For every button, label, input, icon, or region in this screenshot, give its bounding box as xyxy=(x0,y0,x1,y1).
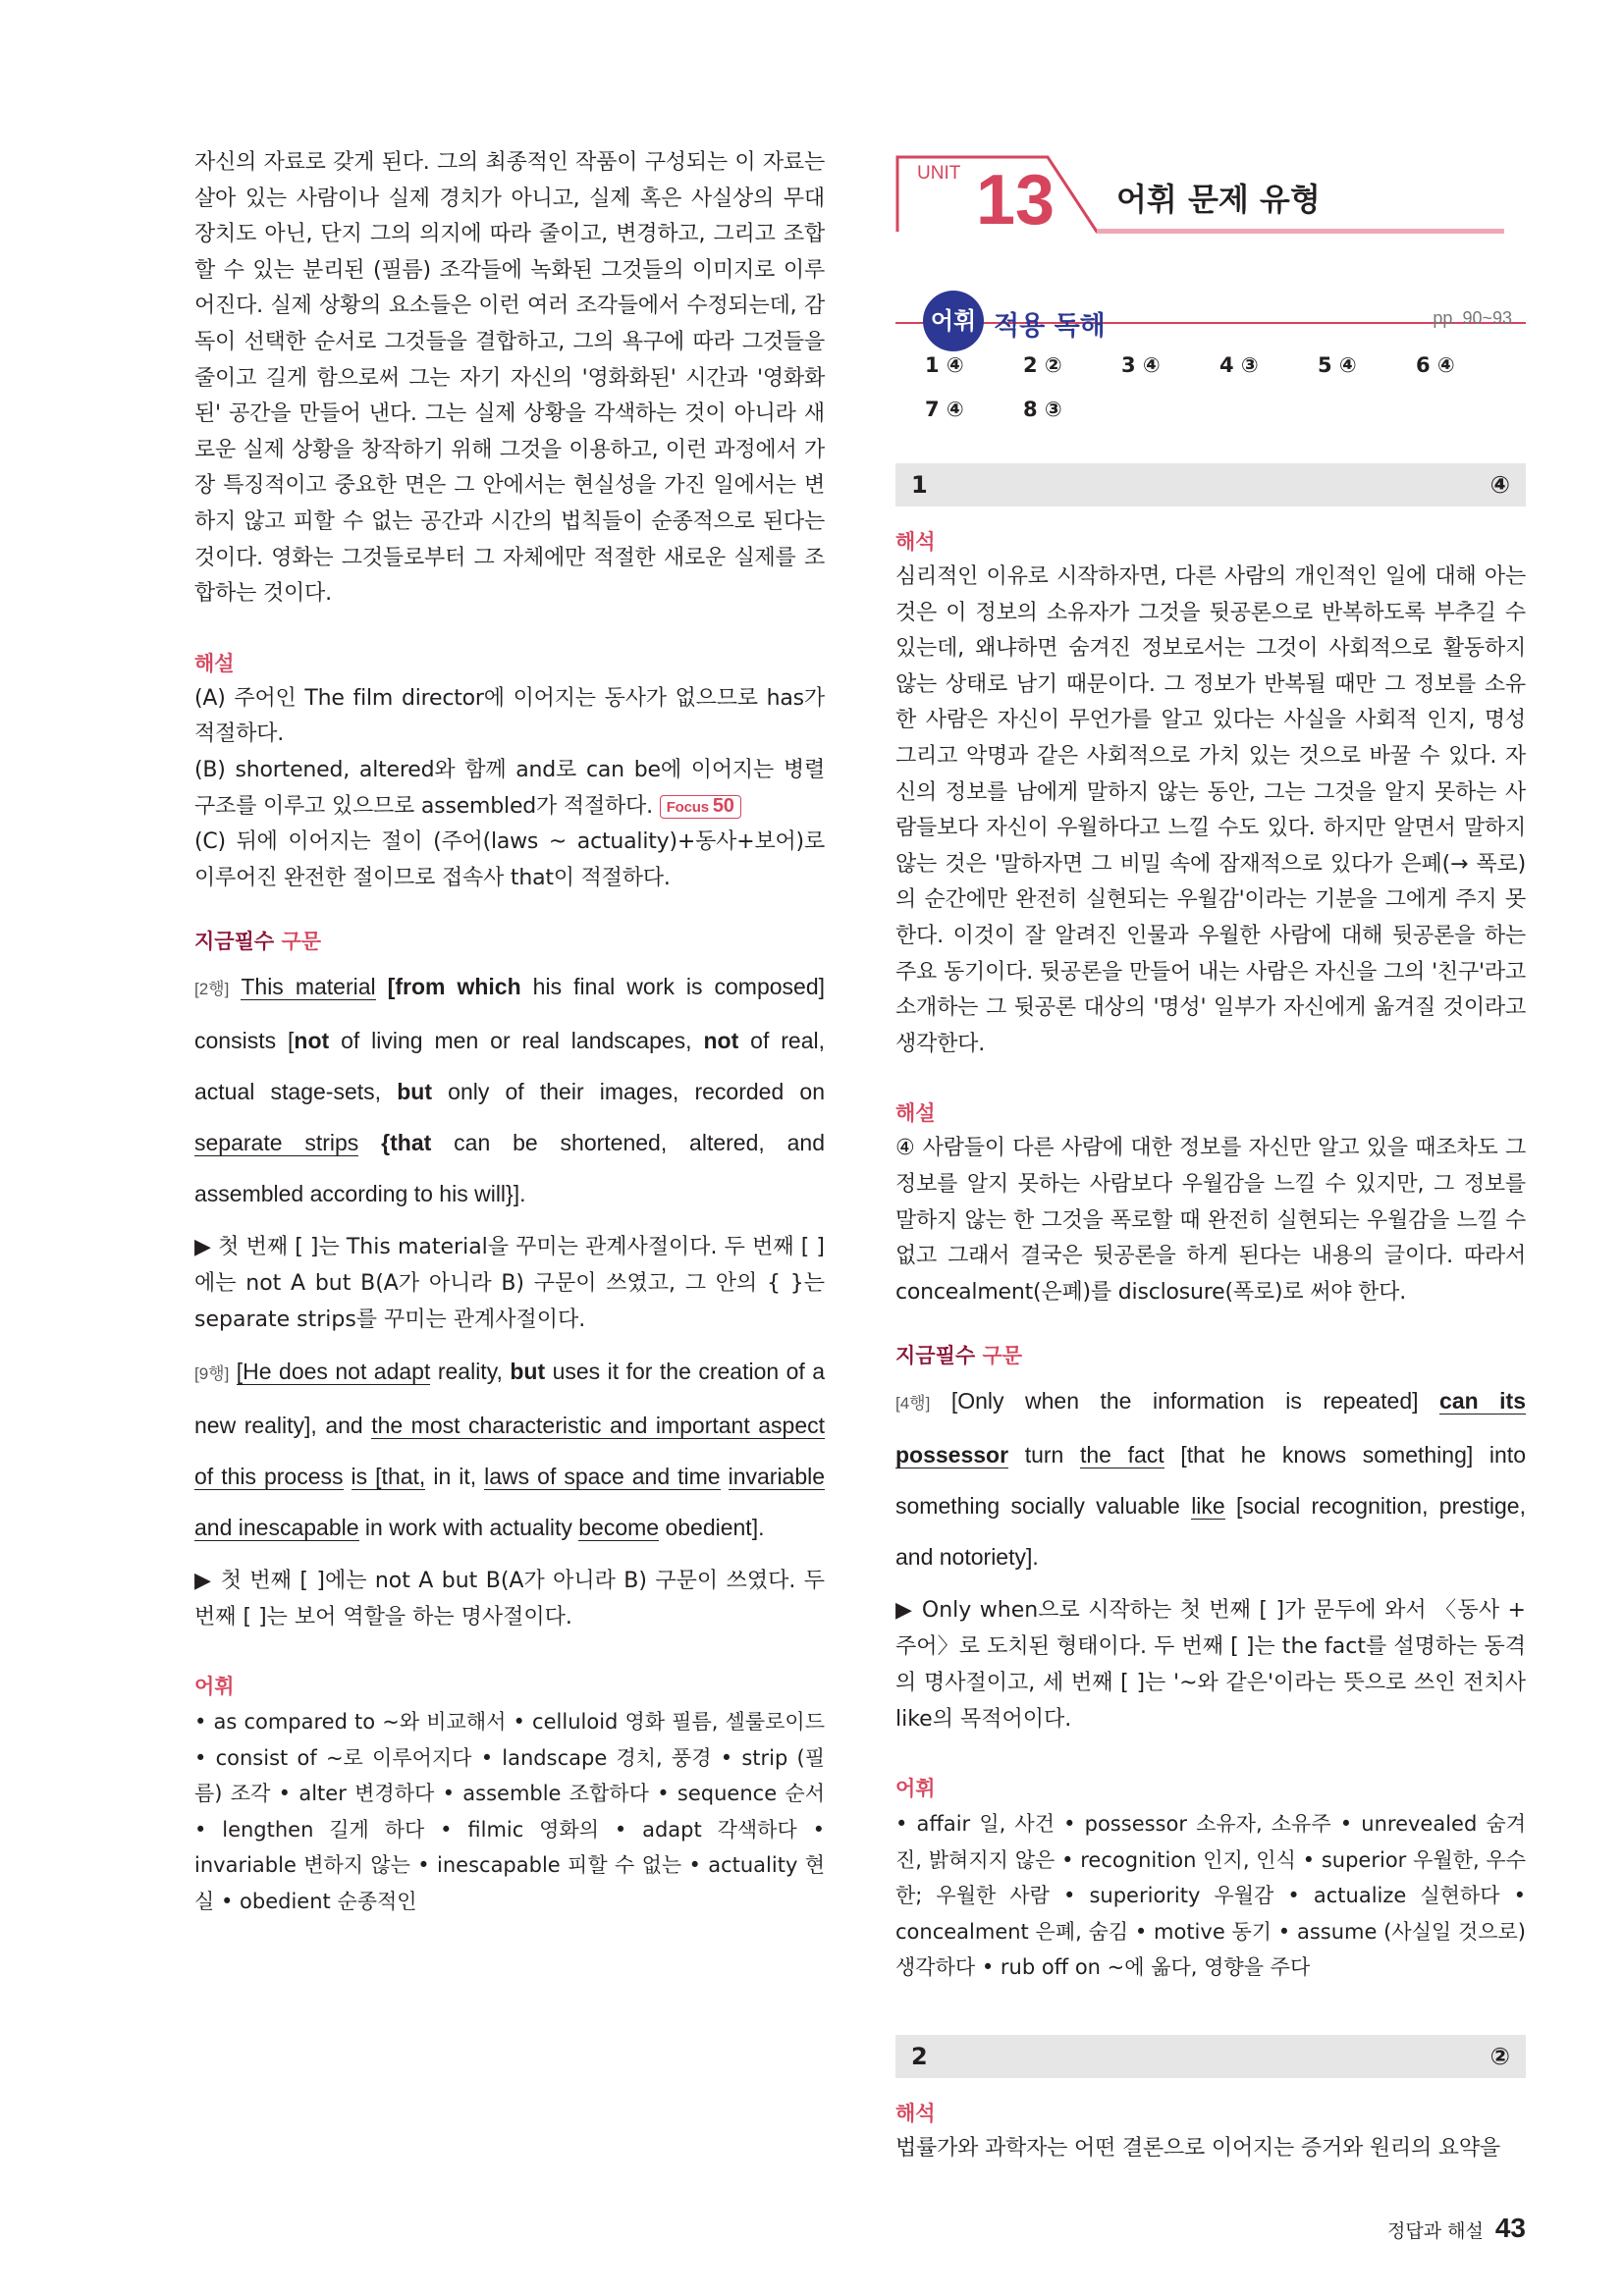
answer-grid xyxy=(925,344,1514,432)
q1-sentence-note: ▶ Only when으로 시작하는 첫 번째 [ ]가 문두에 와서 〈동사 + 주어〉로 도치된 형태이다. 두 번째 [ ]는 the fact를 설명하는 동격의 명사절이고, 세 번째 [ ]는 '~와 같은'이라는 뜻으로 쓰인 전치사 like의 목적어이다. xyxy=(895,1598,1526,1733)
s2-g: in it, xyxy=(433,1464,477,1490)
focus-badge xyxy=(660,795,741,819)
question-2-answer: ② xyxy=(1489,2042,1510,2070)
q1-sentence xyxy=(895,1375,1526,1582)
note-1: ▶ 첫 번째 [ ]는 This material을 꾸미는 관계사절이다. 두 번째 [ ]에는 not A but B(A가 아니라 B) 구문이 쓰였고, 그 안의 { }는 separate strips를 꾸미는 관계사절이다. xyxy=(194,1235,825,1333)
s1-rel: [from which xyxy=(387,974,521,1000)
q2-translation-heading: 해석 xyxy=(895,2101,936,2125)
question-1-number: 1 xyxy=(911,471,928,499)
r1-a: [Only when the information is repeated] xyxy=(950,1388,1419,1415)
answer-item: 8 ③ xyxy=(1023,398,1062,421)
s2-verb: is [that, xyxy=(351,1464,426,1490)
s1-l: can be shortened, altered, and assembled according to his will}]. xyxy=(194,1130,826,1207)
s2-become: become xyxy=(578,1515,660,1541)
s2-l: obedient]. xyxy=(665,1515,765,1541)
q1-syntax-heading-b: 구문 xyxy=(982,1344,1023,1368)
q1-translation: 심리적인 이유로 시작하자면, 다른 사람의 개인적인 일에 대해 아는 것은 이 정보의 소유자가 그것을 뒷공론으로 반복하도록 부추길 수 있는데, 왜냐하면 숨겨진 정보로서는 그것이 사회적으로 활동하지 않는 상태로 남기 때문이다. 그 정보가 반복될 때만 그 정보를 소유한 사람은 자신이 무언가를 알고 있다는 사실을 사회적 인지, 명성 그리고 악명과 같은 사회적으로 가치 있는 것으로 바꿀 수 있다. 자신의 정보를 남에게 말하지 않는 동안, 그는 그것을 알지 못하는 사람들보다 자신이 우월하다고 느낄 수도 있다. 하지만 알면서 말하지 않는 것은 '말하자면 그 비밀 속에 잠재적으로 있다가 은폐(→ 폭로)의 순간에만 완전히 실현되는 우월감'이라는 기분을 그에게 주지 못한다. 이것이 잘 알려진 인물과 우월한 사람에 대해 뒷공론을 하는 주요 동기이다. 뒷공론을 만들어 내는 사람은 자신을 그의 '친구'라고 소개하는 그 뒷공론 대상의 '명성' 일부가 자신에게 옮겨질 것이라고 생각한다. xyxy=(895,564,1526,1056)
r1-g: like xyxy=(1191,1493,1225,1520)
explain-heading: 해설 xyxy=(194,651,235,675)
s1-strips: separate strips xyxy=(194,1130,359,1156)
syntax-heading-b: 구문 xyxy=(281,930,322,954)
unit-title: 어휘 문제 유형 xyxy=(1116,181,1321,218)
question-1-bar xyxy=(895,463,1526,507)
s1-that: {that xyxy=(381,1130,432,1156)
q1-vocab-list: • affair 일, 사건 • possessor 소유자, 소유주 • unrevealed 숨겨진, 밝혀지지 않은 • recognition 인지, 인식 • superior 우월한, 우수한; 우월한 사람 • superiority 우월감 • actualize 실현하다 • concealment 은폐, 숨김 • motive 동기 • assume (사실일 것으로) 생각하다 • rub off on ~에 옮다, 영향을 주다 xyxy=(895,1812,1526,1980)
sentence-2-tag: [9행] xyxy=(194,1364,230,1384)
vocab-heading: 어휘 xyxy=(194,1675,235,1699)
s2-laws: laws of space and time xyxy=(484,1464,721,1490)
focus-label: Focus xyxy=(666,798,709,816)
s2-subject: the most characteristic and important aspect of this process xyxy=(194,1413,826,1490)
explain-a: (A) 주어인 The film director에 이어지는 동사가 없으므로 has가 적절하다. xyxy=(194,685,825,747)
unit-header xyxy=(895,145,1526,293)
q1-vocab-heading: 어휘 xyxy=(895,1777,936,1801)
answer-box-title: 적용 독해 xyxy=(994,311,1106,342)
s2-d: uses it for the creation of a new reality], and xyxy=(194,1359,826,1439)
r1-c: turn xyxy=(1024,1442,1064,1468)
answer-box xyxy=(895,285,1526,442)
r1-f: into something socially valuable xyxy=(895,1442,1526,1520)
answer-item: 3 ④ xyxy=(1121,353,1161,377)
question-1-answer: ④ xyxy=(1489,471,1510,499)
question-2-bar xyxy=(895,2035,1526,2078)
s1-e: of living men or real landscapes, xyxy=(341,1028,692,1054)
s1-not2: not xyxy=(703,1028,739,1054)
r1-b: can its possessor xyxy=(895,1388,1526,1468)
sentence-1 xyxy=(194,961,825,1219)
syntax-heading-a: 지금필수 xyxy=(194,930,275,954)
q1-syntax-heading xyxy=(895,1340,1526,1369)
answer-item: 2 ② xyxy=(1023,353,1062,377)
sentence-2 xyxy=(194,1346,825,1553)
s1-not1: not xyxy=(294,1028,330,1054)
answer-box-pages: pp. 90~93 xyxy=(1433,308,1512,328)
q1-translation-heading: 해석 xyxy=(895,530,936,554)
s2-j: in work with actuality xyxy=(364,1515,572,1541)
answer-item: 4 ③ xyxy=(1219,353,1259,377)
s1-g: of real, actual stage-sets, xyxy=(194,1028,825,1105)
answer-item: 5 ④ xyxy=(1318,353,1357,377)
question-2-number: 2 xyxy=(911,2042,928,2070)
q1-syntax-heading-a: 지금필수 xyxy=(895,1344,976,1368)
answer-item: 1 ④ xyxy=(925,353,964,377)
vocab-badge: 어휘 xyxy=(923,291,984,351)
focus-number: 50 xyxy=(712,794,734,817)
q2-translation: 법률가와 과학자는 어떤 결론으로 이어지는 증거와 원리의 요약을 xyxy=(895,2135,1500,2161)
s2-b: reality, xyxy=(437,1359,503,1385)
sentence-1-tag: [2행] xyxy=(194,980,230,999)
r1-h: [social recognition, prestige, and notoriety]. xyxy=(895,1493,1526,1571)
s1-but: but xyxy=(397,1079,432,1105)
r1-e: [that he knows something] xyxy=(1180,1442,1474,1468)
explain-b-text: (B) shortened, altered와 함께 and로 can be에 이어지는 병렬 구조를 이루고 있으므로 assembled가 적절하다. xyxy=(194,757,825,819)
unit-number: 13 xyxy=(976,161,1056,240)
answer-item: 6 ④ xyxy=(1416,353,1455,377)
syntax-heading xyxy=(194,926,825,955)
right-column xyxy=(895,145,1526,2166)
footer-label: 정답과 해설 xyxy=(1387,2220,1484,2242)
note-2: ▶ 첫 번째 [ ]에는 not A but B(A가 아니라 B) 구문이 쓰였다. 두 번째 [ ]는 보어 역할을 하는 명사절이다. xyxy=(194,1569,825,1630)
s1-subject: This material xyxy=(241,974,376,1000)
page-number: 43 xyxy=(1494,2213,1526,2243)
explain-b xyxy=(194,753,825,825)
left-column xyxy=(194,145,825,1919)
r1-d: the fact xyxy=(1079,1442,1164,1468)
passage-translation: 자신의 자료로 갖게 된다. 그의 최종적인 작품이 구성되는 이 자료는 살아 있는 사람이나 실제 경치가 아니고, 실제 혹은 사실상의 무대 장치도 아닌, 단지 그의 의지에 따라 줄이고, 변경하고, 그리고 조합할 수 있는 분리된 (필름) 조각들에 녹화된 그것들의 이미지로 이루어진다. 실제 상황의 요소들은 이런 여러 조각들에서 수정되는데, 감독이 선택한 순서로 그것들을 결합하고, 그의 욕구에 따라 그것들을 줄이고 길게 함으로써 그는 자기 자신의 '영화화된' 시간과 '영화화된' 공간을 만들어 낸다. 그는 실제 상황을 각색하는 것이 아니라 새로운 실제 상황을 창작하기 위해 그것을 이용하고, 이런 과정에서 가장 특징적이고 중요한 면은 그 안에서는 현실성을 가진 일에서는 변하지 않고 피할 수 없는 공간과 시간의 법칙들이 순종적으로 된다는 것이다. 영화는 그것들로부터 그 자체에만 적절한 새로운 실제를 조합하는 것이다. xyxy=(194,150,825,607)
vocab-list: • as compared to ~와 비교해서 • celluloid 영화 필름, 셀룰로이드 • consist of ~로 이루어지다 • landscape 경치, 풍경 • strip (필름) 조각 • alter 변경하다 • assemble 조합하다 • sequence 순서 • lengthen 길게 하다 • filmic 영화의 • adapt 각색하다 • invariable 변하지 않는 • inescapable 피할 수 없는 • actuality 현실 • obedient 순종적인 xyxy=(194,1710,825,1913)
page-footer xyxy=(1387,2213,1526,2244)
s2-but: but xyxy=(510,1359,546,1385)
s2-invariable: invariable and inescapable xyxy=(194,1464,826,1541)
s1-i: only of their images, recorded on xyxy=(448,1079,826,1105)
r1-tag: [4행] xyxy=(895,1394,931,1414)
q1-explain: ④ 사람들이 다른 사람에 대한 정보를 자신만 알고 있을 때조차도 그 정보를 알지 못하는 사람보다 우월감을 느낄 수 있지만, 그 정보를 말하지 않는 한 그것을 폭로할 때 완전히 실현되는 우월감을 느낄 수 없고 그래서 결국은 뒷공론을 하게 된다는 내용의 글이다. 따라서 concealment(은폐)를 disclosure(폭로)로 써야 한다. xyxy=(895,1136,1526,1305)
unit-label: UNIT xyxy=(917,163,961,184)
answer-item: 7 ④ xyxy=(925,398,964,421)
s1-c: his final work is composed] consists [ xyxy=(194,974,826,1054)
explain-c: (C) 뒤에 이어지는 절이 (주어(laws ~ actuality)+동사+보어)로 이루어진 완전한 절이므로 접속사 that이 적절하다. xyxy=(194,829,825,890)
s2-a: [He does not adapt xyxy=(236,1359,431,1385)
q1-explain-heading: 해설 xyxy=(895,1101,936,1126)
